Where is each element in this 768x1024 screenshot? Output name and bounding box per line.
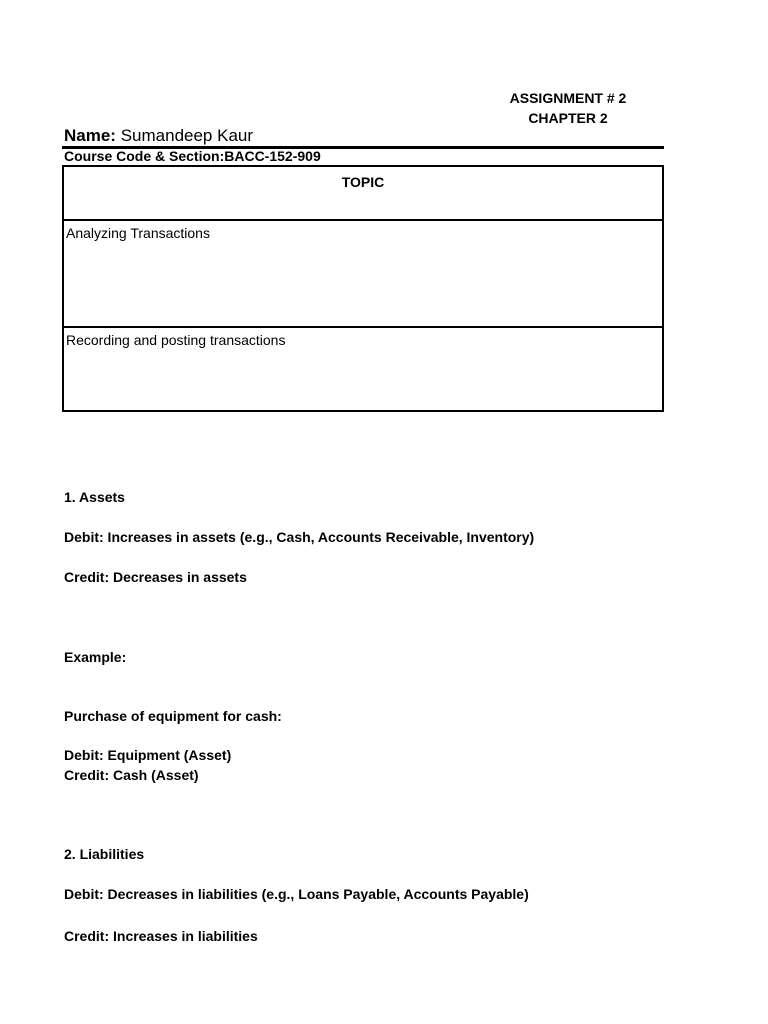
liabilities-debit-rule: Debit: Decreases in liabilities (e.g., Loans Payable, Accounts Payable) bbox=[64, 886, 529, 902]
example-title: Purchase of equipment for cash: bbox=[64, 708, 282, 724]
topic-table-header: TOPIC bbox=[341, 174, 385, 190]
assignment-number: ASSIGNMENT # 2 bbox=[509, 90, 627, 106]
assets-credit-rule: Credit: Decreases in assets bbox=[64, 569, 247, 585]
example-credit: Credit: Cash (Asset) bbox=[64, 767, 199, 783]
example-debit: Debit: Equipment (Asset) bbox=[64, 747, 232, 763]
example-label: Example: bbox=[64, 649, 127, 665]
topic-row-analyzing: Analyzing Transactions bbox=[64, 219, 662, 326]
liabilities-credit-rule: Credit: Increases in liabilities bbox=[64, 928, 258, 944]
assets-heading: 1. Assets bbox=[64, 489, 125, 505]
course-code-section: Course Code & Section:BACC-152-909 bbox=[64, 148, 321, 164]
chapter-number: CHAPTER 2 bbox=[528, 110, 608, 126]
liabilities-heading: 2. Liabilities bbox=[64, 846, 145, 862]
topic-table bbox=[62, 165, 664, 412]
topic-row-recording: Recording and posting transactions bbox=[64, 326, 662, 410]
student-name: Sumandeep Kaur bbox=[120, 126, 254, 145]
assets-debit-rule: Debit: Increases in assets (e.g., Cash, Accounts Receivable, Inventory) bbox=[64, 529, 535, 545]
student-name-line bbox=[64, 126, 253, 146]
name-label: Name: bbox=[64, 126, 116, 145]
